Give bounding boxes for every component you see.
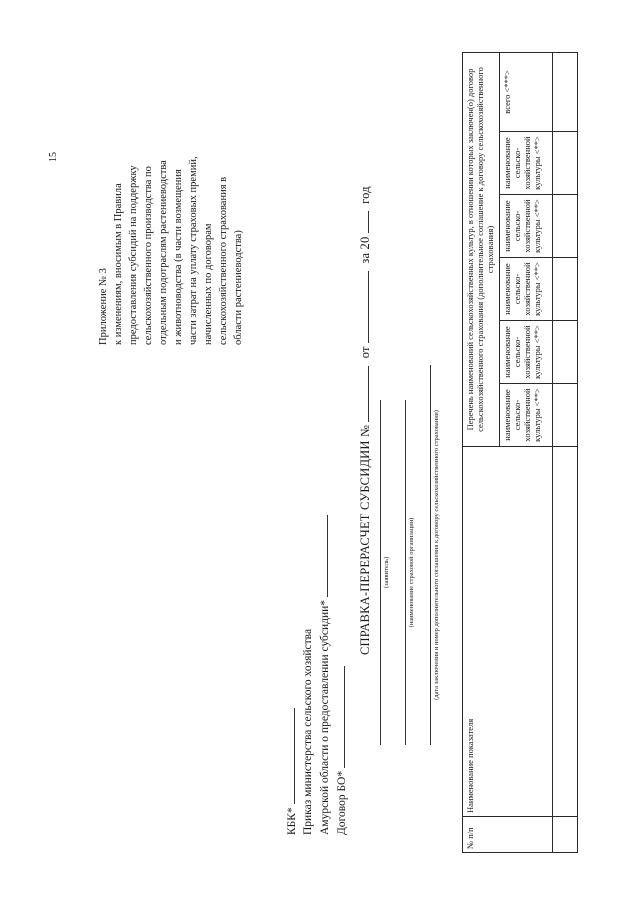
appendix-line: области растениеводства) [233, 230, 244, 345]
table-cell [553, 321, 578, 384]
table-cell [553, 384, 578, 447]
number-blank [357, 366, 369, 422]
order-line-1: Приказ министерства сельского хозяйства [302, 628, 314, 835]
kbk-field [283, 515, 300, 835]
table-cell [553, 132, 578, 195]
crop-group-header: Перечень наименований сельскохозяйственных культур, в отношении которых заключен(о) договор сельскохозяйственного страхования (дополнительное соглашение к договору сельскохозяйственного страхования) [463, 52, 500, 446]
appendix-line: части затрат на уплату страховых премий, [188, 156, 199, 345]
appendix-line: предоставления субсидий на поддержку [128, 165, 139, 345]
total-col-header: всего <***> [500, 52, 553, 131]
table-cell [553, 195, 578, 258]
title-text: СПРАВКА-ПЕРЕРАСЧЕТ СУБСИДИИ № [358, 424, 372, 655]
crop-col-header: наименование сельско-хозяйственной культуры <**> [500, 195, 553, 258]
appendix-line: сельскохозяйственного страхования в [218, 176, 229, 345]
appendix-line: и животноводства (в части возмещения [173, 169, 184, 345]
applicant-caption: (заявитель) [383, 556, 390, 589]
appendix-block [96, 45, 246, 345]
order-blank-line [316, 515, 328, 597]
title-for: за 20 [358, 236, 372, 264]
table-cell [553, 447, 578, 817]
appendix-line: к изменениям, вносимым в Правила [113, 183, 124, 345]
kbk-blank-line [283, 708, 295, 804]
insurer-caption: (наименование страховой организации) [408, 517, 415, 628]
appendix-line: Приложение № 3 [98, 268, 109, 345]
year-blank [357, 211, 369, 233]
appendix-line: начисленных по договорам [203, 223, 214, 345]
col-num-header: № п/п [463, 817, 553, 853]
contract-label: Договор БО* [336, 770, 348, 835]
page-number: 15 [48, 152, 59, 162]
table-header-row [463, 52, 500, 852]
crop-col-header: наименование сельско-хозяйственной культуры <**> [500, 132, 553, 195]
document-title [357, 186, 373, 655]
order-field [316, 515, 333, 835]
title-from: от [358, 346, 372, 359]
subsidy-table [462, 52, 578, 853]
crop-col-header: наименование сельско-хозяйственной культуры <**> [500, 384, 553, 447]
contract-field [333, 515, 350, 835]
kbk-label: КБК* [286, 807, 298, 835]
insurer-line [405, 400, 406, 745]
header-fields [283, 515, 350, 835]
crop-col-header: наименование сельско-хозяйственной культуры <**> [500, 258, 553, 321]
appendix-line: сельскохозяйственного производства по [143, 166, 154, 345]
applicant-line [380, 400, 381, 745]
table-cell [553, 258, 578, 321]
table-row [553, 52, 578, 852]
col-indicator-header: Наименование показателя [463, 447, 553, 817]
contract-blank-line [333, 666, 345, 768]
date-blank [357, 271, 369, 343]
table-cell [553, 817, 578, 853]
contract-date-line [430, 365, 431, 745]
appendix-line: отдельным подотраслям растениеводства [158, 160, 169, 345]
crop-col-header: наименование сельско-хозяйственной культуры <**> [500, 321, 553, 384]
title-year: год [358, 186, 372, 204]
table-cell [553, 52, 578, 131]
order-line-2: Амурской области о предоставлении субсидии* [319, 599, 331, 835]
contract-date-caption: (дата заключения и номер дополнительного соглашения к договору сельскохозяйственного страхования) [433, 410, 440, 700]
